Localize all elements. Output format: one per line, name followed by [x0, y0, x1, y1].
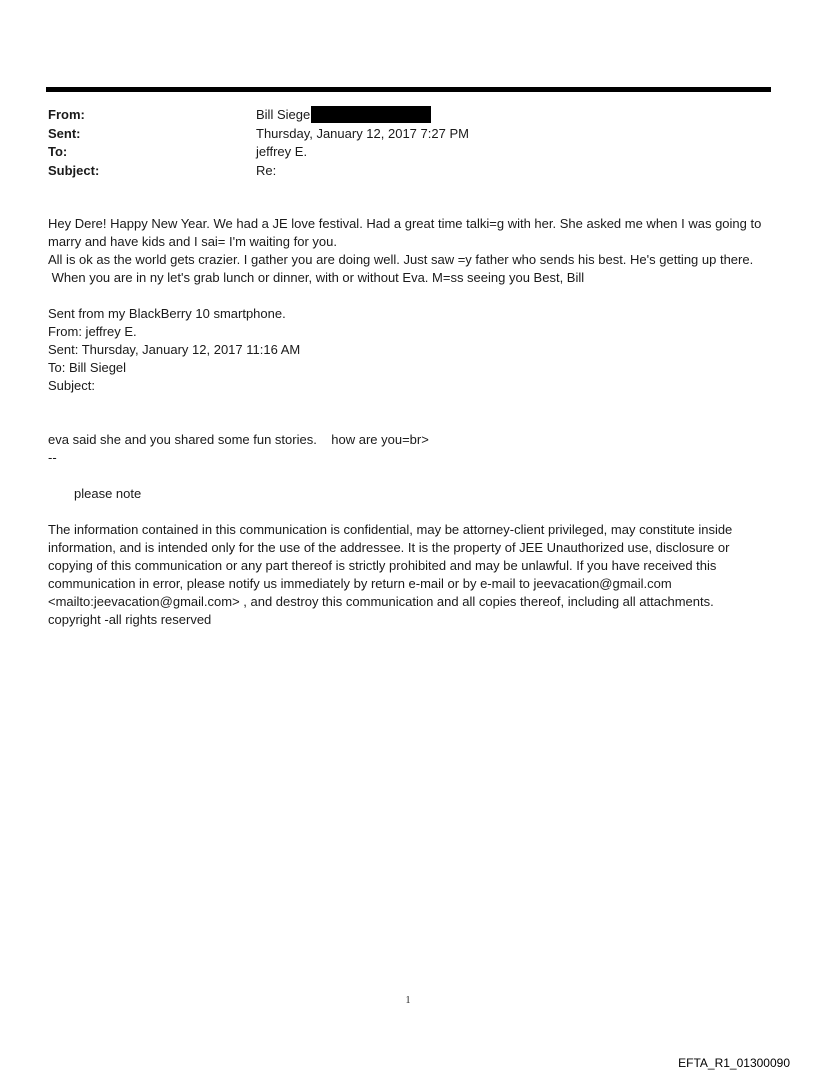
email-header — [48, 106, 768, 180]
from-value-wrap — [256, 106, 431, 124]
sent-row — [48, 125, 768, 144]
from-value: Bill Siege — [256, 107, 311, 122]
spacer — [48, 503, 770, 521]
to-row — [48, 143, 768, 162]
sent-label: Sent: — [48, 125, 81, 141]
quoted-sent-line: Sent: Thursday, January 12, 2017 11:16 AM — [48, 342, 301, 357]
subject-value: Re: — [256, 162, 277, 178]
spacer — [48, 395, 770, 431]
spacer — [48, 467, 770, 485]
quoted-signature: Sent from my BlackBerry 10 smartphone. — [48, 306, 286, 321]
quoted-message: eva said she and you shared some fun stories. how are you=br> — [48, 432, 429, 447]
from-label: From: — [48, 107, 85, 122]
subject-label: Subject: — [48, 162, 100, 178]
email-body — [48, 215, 770, 629]
quoted-to-line: To: Bill Siegel — [48, 360, 127, 375]
to-value: jeffrey E. — [256, 144, 308, 159]
quoted-from-line: From: jeffrey E. — [48, 324, 137, 339]
body-paragraph-3 — [48, 269, 770, 287]
page-number: 1 — [405, 995, 411, 1006]
header-divider — [46, 87, 771, 92]
to-label: To: — [48, 144, 68, 159]
redaction-box — [311, 106, 431, 123]
subject-row — [48, 162, 768, 181]
quoted-subject-line: Subject: — [48, 378, 95, 393]
from-row — [48, 106, 768, 125]
body-paragraph-2: All is ok as the world gets crazier. I gather you are doing well. Just saw =y father who sends his best. He's getting up there. — [48, 252, 754, 267]
bates-number: EFTA_R1_01300090 — [678, 1056, 790, 1070]
body-paragraph-3-text: When you are in ny let's grab lunch or dinner, with or without Eva. M=ss seeing you Best, Bill — [51, 270, 585, 285]
please-note: please note — [74, 486, 142, 501]
sent-value: Thursday, January 12, 2017 7:27 PM — [256, 125, 469, 141]
spacer — [48, 287, 770, 305]
body-paragraph-1: Hey Dere! Happy New Year. We had a JE love festival. Had a great time talki=g with her. She asked me when I was going to marry and have kids and I sai= I'm waiting for you. — [48, 216, 762, 249]
confidentiality-disclaimer: The information contained in this communication is confidential, may be attorney-client privileged, may constitute inside information, and is intended only for the use of the addressee. It is the property of JEE Unauthorized use, disclosure or copying of this communication or any part thereof is strictly prohibited and may be unlawful. If you have received this communication in error, please notify us immediately by return e-mail or by e-mail to jeevacation@gmail.com <mailto:jeevacation@gmail.com> , and destroy this communication and all copies thereof, including all attachments. copyright -all rights reserved — [48, 522, 733, 627]
quoted-separator: -- — [48, 450, 57, 465]
